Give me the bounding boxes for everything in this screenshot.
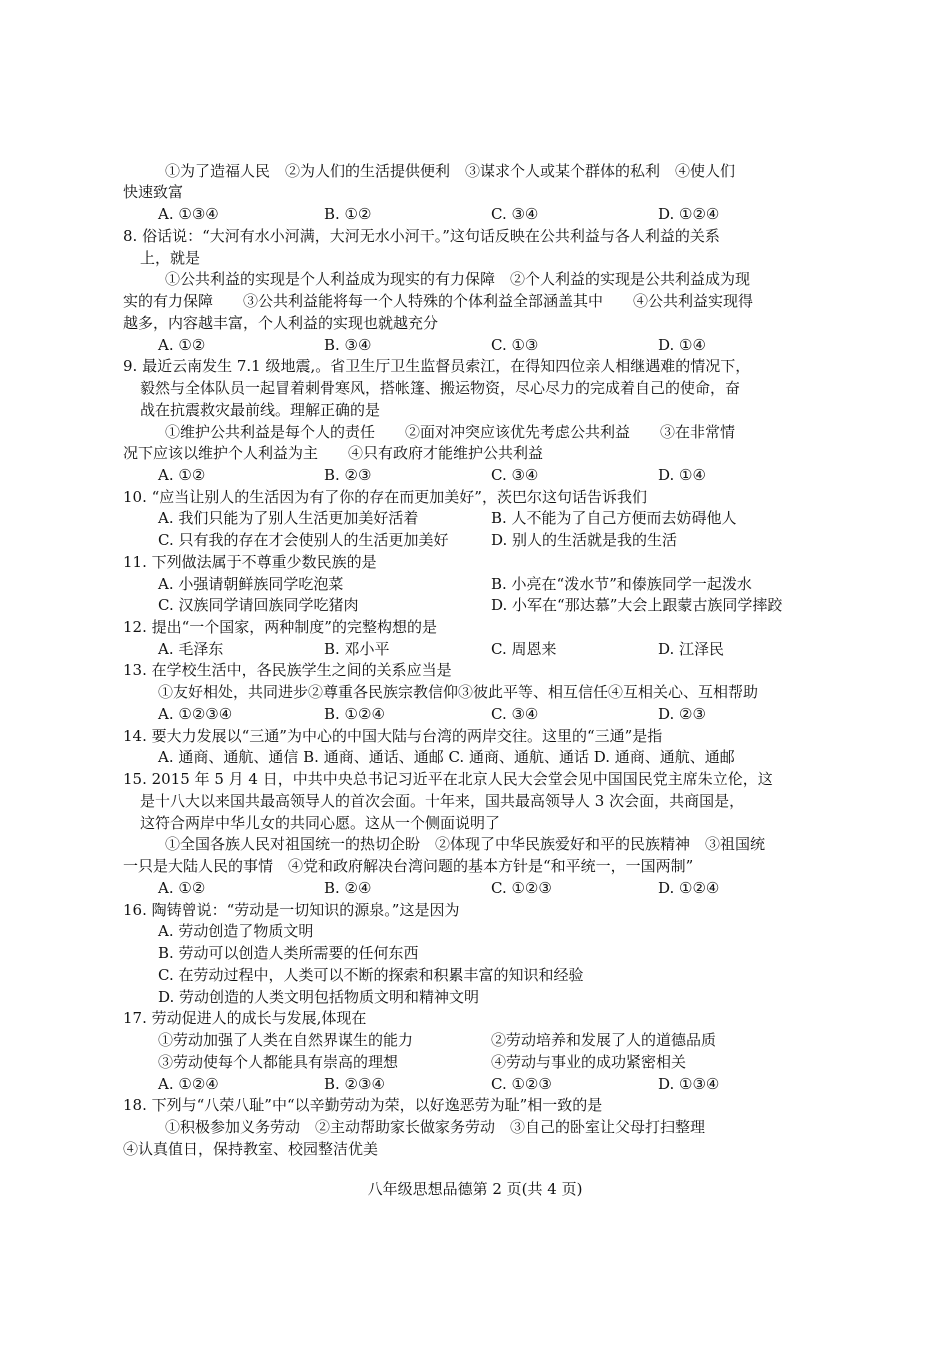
answer-option: C. 在劳动过程中，人类可以不断的探索和积累丰富的知识和经验: [158, 966, 584, 984]
text-line: [0, 1138, 950, 1160]
answer-option: D. ①③④: [658, 1075, 720, 1093]
answer-option: C. ①②③: [491, 879, 552, 897]
answer-option: D. ②③: [658, 705, 706, 723]
text-line: [0, 942, 950, 964]
answer-option: A. ①②③④: [158, 705, 233, 723]
answer-option: ④劳动与事业的成功紧密相关: [491, 1053, 687, 1071]
answer-option: A. ①③④: [158, 205, 219, 223]
text-line: [0, 1116, 950, 1138]
answer-option: B. ③④: [324, 336, 372, 354]
question-text: 是十八大以来国共最高领导人的首次会面。十年来，国共最高领导人 3 次会面，共商国是，: [140, 792, 745, 810]
answer-option: D. 小军在“那达慕”大会上跟蒙古族同学摔跤: [491, 596, 783, 614]
text-line: [0, 312, 950, 334]
text-line: [0, 855, 950, 877]
text-line: [0, 355, 950, 377]
text-line: [0, 1029, 950, 1051]
text-line: [0, 507, 950, 529]
answer-option: D. ①②④: [658, 879, 720, 897]
question-text: 9. 最近云南发生 7.1 级地震,。省卫生厅卫生监督员索江，在得知四位亲人相继遇难的情况下，: [123, 357, 751, 375]
answer-option: B. ①②④: [324, 705, 385, 723]
text-line: [0, 790, 950, 812]
text-line: [0, 1051, 950, 1073]
answer-option: B. 小亮在“泼水节”和傣族同学一起泼水: [491, 575, 752, 593]
text-line: [0, 638, 950, 660]
question-text: 一只是大陆人民的事情 ④党和政府解决台湾问题的基本方针是“和平统一，一国两制”: [123, 857, 694, 875]
text-line: [0, 160, 950, 182]
text-line: [0, 986, 950, 1008]
answer-option: C. ①③: [491, 336, 539, 354]
text-line: [0, 247, 950, 269]
text-line: [0, 920, 950, 942]
text-line: [0, 812, 950, 834]
text-line: [0, 659, 950, 681]
question-text: 12. 提出“一个国家，两种制度”的完整构想的是: [123, 618, 437, 636]
question-text: 14. 要大力发展以“三通”为中心的中国大陆与台湾的两岸交往。这里的“三通”是指: [123, 727, 663, 745]
answer-option: D. ①④: [658, 466, 706, 484]
text-line: [0, 442, 950, 464]
answer-option: C. ③④: [491, 466, 539, 484]
answer-option: D. 劳动创造的人类文明包括物质文明和精神文明: [158, 988, 480, 1006]
question-text: 13. 在学校生活中，各民族学生之间的关系应当是: [123, 661, 452, 679]
answer-option: D. ①②④: [658, 205, 720, 223]
text-line: [0, 964, 950, 986]
text-line: [0, 486, 950, 508]
text-line: [0, 746, 950, 768]
answer-option: B. ②④: [324, 879, 372, 897]
text-line: [0, 290, 950, 312]
answer-option: A. ①②: [158, 466, 206, 484]
answer-option: D. 别人的生活就是我的生活: [491, 531, 678, 549]
answer-option: B. ②③: [324, 466, 372, 484]
text-line: [0, 703, 950, 725]
answer-option: B. 邓小平: [324, 640, 390, 658]
question-text: 战在抗震救灾最前线。理解正确的是: [140, 401, 381, 419]
answer-option: B. ①②: [324, 205, 372, 223]
question-text: 17. 劳动促进人的成长与发展,体现在: [123, 1009, 367, 1027]
answer-option: ③劳动使每个人都能具有崇高的理想: [158, 1053, 399, 1071]
text-line: [0, 551, 950, 573]
text-line: [0, 833, 950, 855]
answer-option: A. 通商、通航、通信 B. 通商、通话、通邮 C. 通商、通航、通话 D. 通商、通航、通邮: [158, 748, 735, 766]
question-text: ①维护公共利益是每个人的责任 ②面对冲突应该优先考虑公共利益 ③在非常情: [165, 423, 736, 441]
text-line: [0, 268, 950, 290]
question-text: 18. 下列与“八荣八耻”中“以辛勤劳动为荣，以好逸恶劳为耻”相一致的是: [123, 1096, 603, 1114]
answer-option: D. ①④: [658, 336, 706, 354]
question-text: ①为了造福人民 ②为人们的生活提供便利 ③谋求个人或某个群体的私利 ④使人们: [165, 162, 736, 180]
question-text: 16. 陶铸曾说：“劳动是一切知识的源泉。”这是因为: [123, 901, 460, 919]
question-text: 实的有力保障 ③公共利益能将每一个人特殊的个体利益全部涵盖其中 ④公共利益实现得: [123, 292, 754, 310]
question-text: ①积极参加义务劳动 ②主动帮助家长做家务劳动 ③自己的卧室让父母打扫整理: [165, 1118, 706, 1136]
question-text: 越多，内容越丰富，个人利益的实现也就越充分: [123, 314, 439, 332]
answer-option: C. 只有我的存在才会使别人的生活更加美好: [158, 531, 449, 549]
text-line: [0, 573, 950, 595]
answer-option: A. ①②: [158, 336, 206, 354]
text-line: [0, 1073, 950, 1095]
text-line: [0, 529, 950, 551]
text-line: [0, 899, 950, 921]
answer-option: A. 劳动创造了物质文明: [158, 922, 314, 940]
text-line: [0, 877, 950, 899]
text-line: [0, 594, 950, 616]
question-text: 11. 下列做法属于不尊重少数民族的是: [123, 553, 377, 571]
text-line: [0, 421, 950, 443]
question-text: 8. 俗话说：“大河有水小河满，大河无水小河干。”这句话反映在公共利益与各人利益的关系: [123, 227, 720, 245]
text-line: [0, 377, 950, 399]
answer-option: B. 人不能为了自己方便而去妨碍他人: [491, 509, 737, 527]
text-line: [0, 681, 950, 703]
page-footer: 八年级思想品德第 2 页(共 4 页): [367, 1180, 583, 1198]
question-text: ①全国各族人民对祖国统一的热切企盼 ②体现了中华民族爱好和平的民族精神 ③祖国统: [165, 835, 766, 853]
answer-option: A. 小强请朝鲜族同学吃泡菜: [158, 575, 344, 593]
answer-option: B. 劳动可以创造人类所需要的任何东西: [158, 944, 419, 962]
question-text: ①公共利益的实现是个人利益成为现实的有力保障 ②个人利益的实现是公共利益成为现: [165, 270, 751, 288]
text-line: [0, 1094, 950, 1116]
question-text: 毅然与全体队员一起冒着刺骨寒风，搭帐篷、搬运物资，尽心尽力的完成着自己的使命，奋: [140, 379, 741, 397]
answer-option: C. ①②③: [491, 1075, 552, 1093]
text-line: [0, 768, 950, 790]
answer-option: C. ③④: [491, 205, 539, 223]
question-text: 上，就是: [140, 249, 201, 267]
answer-option: B. ②③④: [324, 1075, 385, 1093]
text-line: [0, 203, 950, 225]
answer-option: C. ③④: [491, 705, 539, 723]
question-text: 况下应该以维护个人利益为主 ④只有政府才能维护公共利益: [123, 444, 544, 462]
answer-option: C. 汉族同学请回族同学吃猪肉: [158, 596, 359, 614]
text-line: [0, 616, 950, 638]
text-line: [0, 399, 950, 421]
question-text: ④认真值日，保持教室、校园整洁优美: [123, 1140, 379, 1158]
answer-option: D. 江泽民: [658, 640, 725, 658]
question-text: 15. 2015 年 5 月 4 日，中共中央总书记习近平在北京人民大会堂会见中国国民党主席朱立伦，这: [123, 770, 773, 788]
answer-option: C. 周恩来: [491, 640, 557, 658]
answer-option: A. 我们只能为了别人生活更加美好活着: [158, 509, 419, 527]
text-line: [0, 181, 950, 203]
question-text: 这符合两岸中华儿女的共同心愿。这从一个侧面说明了: [140, 814, 501, 832]
text-line: [0, 1007, 950, 1029]
answer-option: A. 毛泽东: [158, 640, 224, 658]
answer-option: ①友好相处，共同进步②尊重各民族宗教信仰③彼此平等、相互信任④互相关心、互相帮助: [158, 683, 759, 701]
question-text: 快速致富: [123, 183, 184, 201]
text-line: [0, 725, 950, 747]
text-line: [0, 464, 950, 486]
answer-option: ①劳动加强了人类在自然界谋生的能力: [158, 1031, 414, 1049]
question-text: 10. “应当让别人的生活因为有了你的存在而更加美好”，茨巴尔这句话告诉我们: [123, 488, 647, 506]
answer-option: A. ①②: [158, 879, 206, 897]
text-line: [0, 225, 950, 247]
text-line: [0, 334, 950, 356]
answer-option: A. ①②④: [158, 1075, 219, 1093]
answer-option: ②劳动培养和发展了人的道德品质: [491, 1031, 717, 1049]
